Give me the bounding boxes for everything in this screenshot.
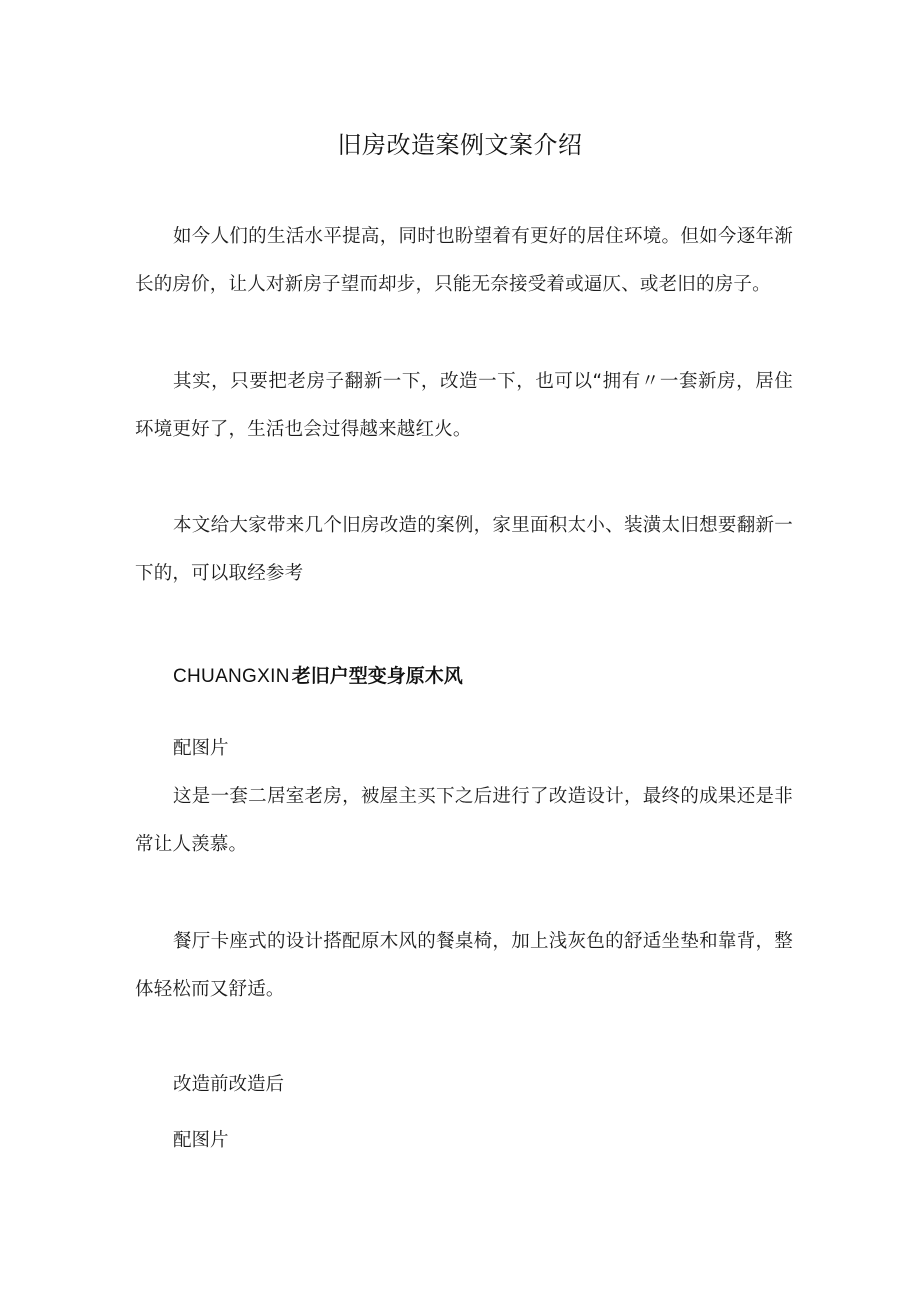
document-title: 旧房改造案例文案介绍: [337, 131, 583, 159]
image-placeholder-2: 配图片: [173, 1130, 229, 1151]
section-heading: [173, 658, 463, 695]
intro-paragraph-3: 本文给大家带来几个旧房改造的案例，家里面积太小、装潢太旧想要翻新一下的，可以取经参考: [135, 515, 793, 584]
image-placeholder-1: 配图片: [173, 738, 229, 759]
section-description-2: 餐厅卡座式的设计搭配原木风的餐桌椅，加上浅灰色的舒适坐垫和靠背，整体轻松而又舒适。: [135, 931, 793, 1000]
intro-paragraph-1: 如今人们的生活水平提高，同时也盼望着有更好的居住环境。但如今逐年渐长的房价，让人对新房子望而却步，只能无奈接受着或逼仄、或老旧的房子。: [135, 226, 793, 295]
intro-paragraph-2: 其实，只要把老房子翻新一下，改造一下，也可以“拥有〃一套新房，居住环境更好了，生活也会过得越来越红火。: [135, 371, 793, 440]
section-heading-latin: CHUANGXIN: [173, 666, 290, 687]
before-after-label: 改造前改造后: [173, 1074, 285, 1095]
section-heading-title: 老旧户型变身原木风: [291, 665, 463, 687]
section-description-1: 这是一套二居室老房，被屋主买下之后进行了改造设计，最终的成果还是非常让人羡慕。: [135, 786, 793, 855]
